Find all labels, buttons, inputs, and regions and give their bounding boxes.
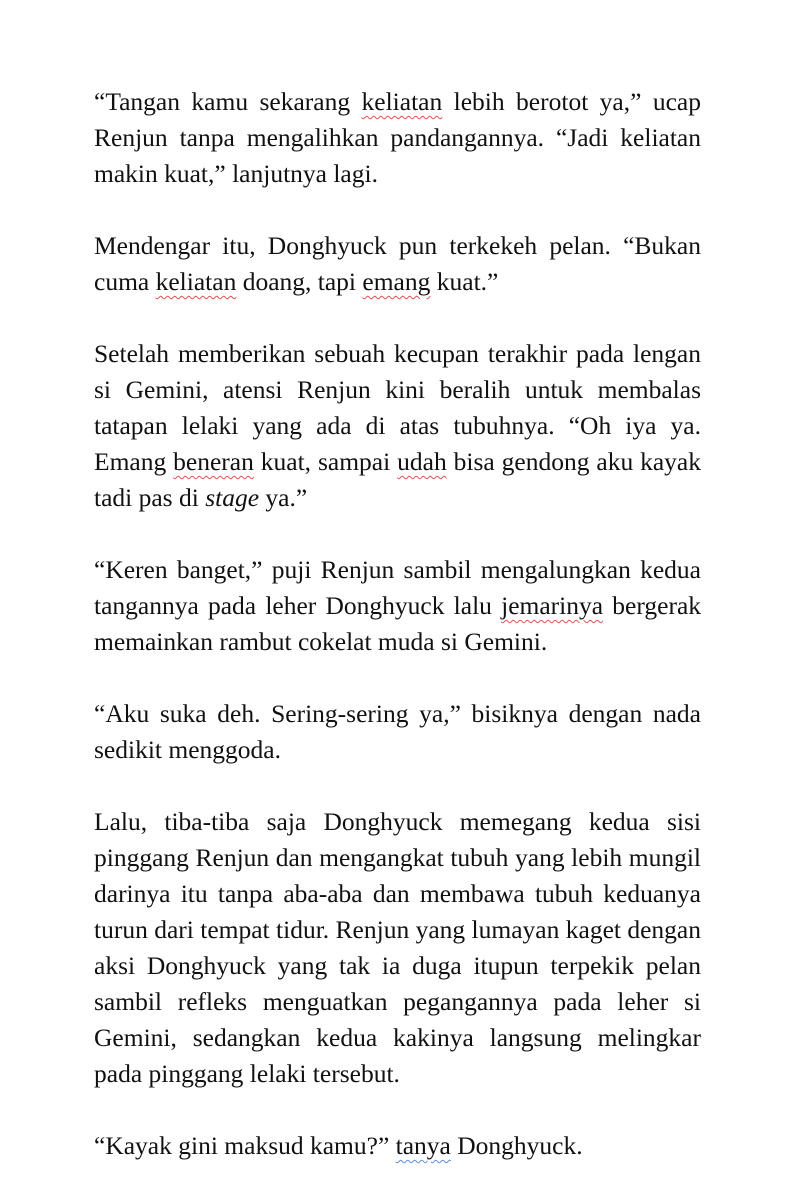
text-segment: Lalu, tiba-tiba saja Donghyuck memegang kedua sisi pinggang Renjun dan mengangkat tubuh yang lebih mungil darinya itu tanpa aba-aba dan membawa tubuh keduanya turun dari tempat tidur. Renjun yang lumayan kaget dengan aksi Donghyuck yang tak ia duga itupun terpekik pelan sambil refleks menguatkan pegangannya pada leher si Gemini, sedangkan kedua kakinya langsung melingkar pada pinggang lelaki tersebut. [94,807,701,1088]
text-segment: Setelah memberikan sebuah kecupan terakhir pada lengan si Gemini, atensi Renjun kini beralih untuk membalas tatapan lelaki yang ada di atas tubuhnya. “Oh iya ya. Emang [94,339,701,476]
paragraph-6 [94,804,701,1092]
text-segment: doang, tapi [236,267,363,296]
text-segment: kuat, sampai [253,447,398,476]
spellcheck-word[interactable]: jemarinya [501,591,604,620]
paragraph-4 [94,552,701,660]
paragraph-3 [94,336,701,516]
text-segment: kuat.” [430,267,499,296]
text-segment: “Aku suka deh. Sering-sering ya,” bisiknya dengan nada sedikit menggoda. [94,699,701,764]
spellcheck-word[interactable]: keliatan [155,267,237,296]
spellcheck-word[interactable]: emang [362,267,431,296]
spellcheck-word[interactable]: udah [397,447,447,476]
paragraph-5 [94,696,701,768]
text-segment: bisa gendong aku kayak tadi pas di [94,447,701,512]
text-segment: ya.” [259,483,308,512]
spellcheck-word[interactable]: beneran [173,447,254,476]
text-segment: “Keren banget,” puji Renjun sambil mengalungkan kedua tangannya pada leher Donghyuck lalu [94,555,701,620]
paragraph-1 [94,84,701,192]
text-segment: “Kayak gini maksud kamu?” [94,1131,396,1160]
text-segment: Mendengar itu, Donghyuck pun terkekeh pelan. “Bukan cuma [94,231,701,296]
text-segment: lebih berotot ya,” ucap Renjun tanpa mengalihkan pandangannya. “Jadi keliatan makin kuat,” lanjutnya lagi. [94,87,701,188]
grammar-word[interactable]: tanya [395,1131,451,1160]
italic-word: stage [205,483,260,512]
paragraph-7 [94,1128,701,1164]
spellcheck-word[interactable]: keliatan [361,87,443,116]
text-segment: bergerak memainkan rambut cokelat muda si Gemini. [94,591,702,656]
text-segment: “Tangan kamu sekarang [94,87,362,116]
paragraph-2 [94,228,701,300]
text-segment: Donghyuck. [450,1131,583,1160]
